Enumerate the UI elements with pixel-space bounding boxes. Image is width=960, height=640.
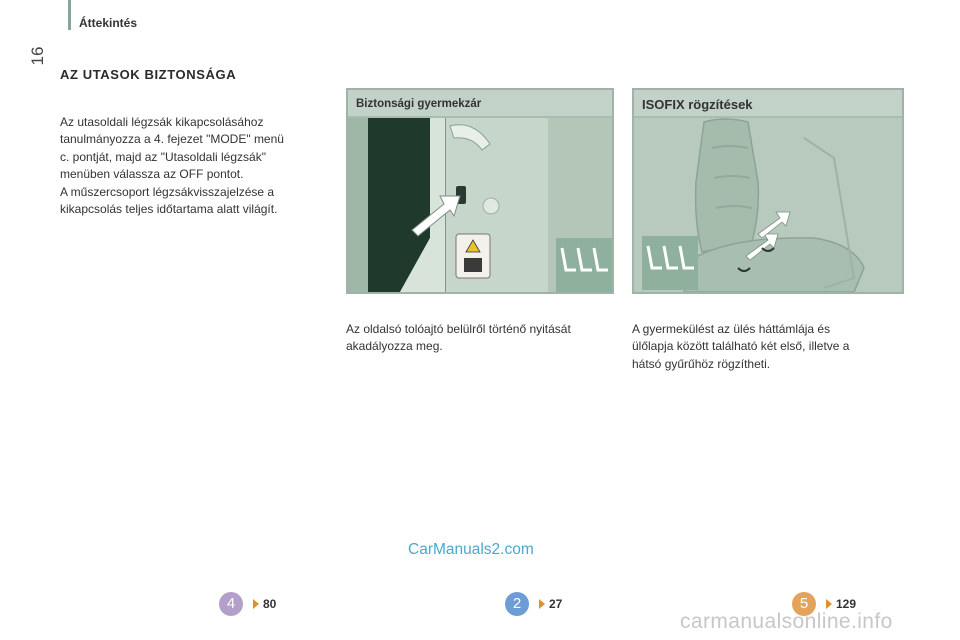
page-number: 16: [28, 46, 47, 66]
triangle-right-icon: [253, 599, 259, 609]
chapter-badge: 4: [219, 592, 243, 616]
intro-paragraph: Az utasoldali légzsák kikapcsolásához tanulmányozza a 4. fejezet "MODE" menü c. pontját, majd az "Utasoldali légzsák" menüben válassza az OFF pontot. A műszercsoport légzsákvisszajelzése a kikapcsolás teljes időtartama alatt világít.: [60, 115, 284, 217]
chapter-badge: 2: [505, 592, 529, 616]
child-lock-caption: Az oldalsó tolóajtó belülről történő nyitását akadályozza meg.: [346, 322, 571, 354]
reference-page: 80: [263, 597, 277, 611]
reference-page: 129: [836, 597, 857, 611]
triangle-right-icon: [826, 599, 832, 609]
isofix-panel: [632, 88, 904, 294]
child-lock-illustration: [348, 118, 612, 292]
triangle-right-icon: [539, 599, 545, 609]
isofix-caption: A gyermekülést az ülés háttámlája és ülőlapja között található két első, illetve a hátsó gyűrűhöz rögzítheti.: [632, 322, 850, 371]
side-bar-decoration: [68, 0, 71, 30]
chapter-reference-2[interactable]: [505, 591, 562, 617]
child-lock-panel: [346, 88, 614, 294]
child-lock-panel-title: Biztonsági gyermekzár: [348, 90, 612, 118]
isofix-panel-title: ISOFIX rögzítések: [634, 90, 902, 118]
chapter-badge: 5: [792, 592, 816, 616]
watermark-carmanualsonline: carmanualsonline.info: [680, 610, 893, 633]
chapter-reference-4[interactable]: [219, 591, 276, 617]
isofix-illustration: [634, 118, 902, 292]
main-heading: AZ UTASOK BIZTONSÁGA: [60, 67, 237, 82]
watermark-carmanuals2: CarManuals2.com: [408, 541, 534, 558]
reference-page: 27: [549, 597, 563, 611]
section-name: Áttekintés: [79, 16, 138, 30]
